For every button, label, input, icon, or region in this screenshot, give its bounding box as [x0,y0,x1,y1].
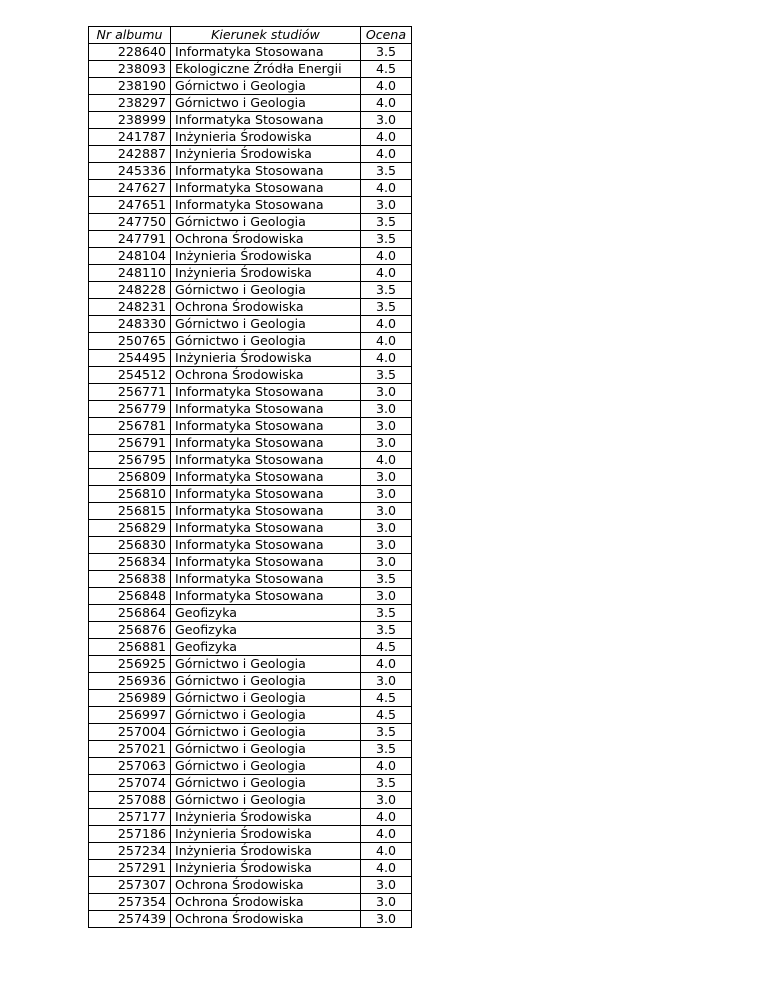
grade-cell: 4.0 [361,758,412,775]
table-row [89,435,412,452]
grade-cell: 3.5 [361,571,412,588]
table-row [89,452,412,469]
grade-cell: 4.5 [361,707,412,724]
grade-cell: 3.0 [361,486,412,503]
album-number-cell: 238999 [89,112,171,129]
album-number-cell: 256848 [89,588,171,605]
album-number-cell: 248231 [89,299,171,316]
album-number-cell: 247651 [89,197,171,214]
field-of-study-cell: Inżynieria Środowiska [171,826,361,843]
album-number-cell: 256779 [89,401,171,418]
field-of-study-cell: Geofizyka [171,639,361,656]
grades-table [88,26,412,928]
album-number-cell: 257186 [89,826,171,843]
album-number-cell: 238297 [89,95,171,112]
grade-cell: 4.0 [361,265,412,282]
field-of-study-cell: Górnictwo i Geologia [171,792,361,809]
table-row [89,367,412,384]
album-number-cell: 257088 [89,792,171,809]
table-row [89,639,412,656]
table-row [89,469,412,486]
table-body [89,44,412,928]
grade-cell: 4.5 [361,690,412,707]
field-of-study-cell: Ochrona Środowiska [171,231,361,248]
table-row [89,690,412,707]
table-row [89,214,412,231]
table-row [89,248,412,265]
grade-cell: 4.0 [361,316,412,333]
album-number-cell: 256834 [89,554,171,571]
table-row [89,877,412,894]
grade-cell: 3.5 [361,282,412,299]
header-field-of-study: Kierunek studiów [171,27,361,44]
table-row [89,911,412,928]
field-of-study-cell: Informatyka Stosowana [171,554,361,571]
album-number-cell: 256829 [89,520,171,537]
album-number-cell: 248110 [89,265,171,282]
album-number-cell: 256925 [89,656,171,673]
field-of-study-cell: Informatyka Stosowana [171,503,361,520]
table-row [89,180,412,197]
grade-cell: 3.5 [361,741,412,758]
field-of-study-cell: Inżynieria Środowiska [171,248,361,265]
album-number-cell: 257291 [89,860,171,877]
table-row [89,707,412,724]
grade-cell: 3.5 [361,299,412,316]
field-of-study-cell: Informatyka Stosowana [171,197,361,214]
album-number-cell: 248330 [89,316,171,333]
field-of-study-cell: Inżynieria Środowiska [171,843,361,860]
table-row [89,231,412,248]
album-number-cell: 257234 [89,843,171,860]
field-of-study-cell: Informatyka Stosowana [171,588,361,605]
field-of-study-cell: Ochrona Środowiska [171,367,361,384]
field-of-study-cell: Górnictwo i Geologia [171,758,361,775]
grade-cell: 3.0 [361,112,412,129]
field-of-study-cell: Górnictwo i Geologia [171,656,361,673]
table-row [89,129,412,146]
field-of-study-cell: Górnictwo i Geologia [171,690,361,707]
field-of-study-cell: Inżynieria Środowiska [171,809,361,826]
field-of-study-cell: Informatyka Stosowana [171,486,361,503]
grade-cell: 3.5 [361,605,412,622]
table-row [89,333,412,350]
album-number-cell: 238190 [89,78,171,95]
grade-cell: 3.0 [361,894,412,911]
field-of-study-cell: Inżynieria Środowiska [171,350,361,367]
grade-cell: 4.0 [361,180,412,197]
field-of-study-cell: Informatyka Stosowana [171,163,361,180]
album-number-cell: 257063 [89,758,171,775]
grade-cell: 3.5 [361,163,412,180]
grade-cell: 4.0 [361,333,412,350]
table-row [89,95,412,112]
album-number-cell: 256838 [89,571,171,588]
table-row [89,486,412,503]
grade-cell: 3.0 [361,469,412,486]
album-number-cell: 256997 [89,707,171,724]
album-number-cell: 256830 [89,537,171,554]
grade-cell: 3.5 [361,231,412,248]
album-number-cell: 256936 [89,673,171,690]
field-of-study-cell: Inżynieria Środowiska [171,860,361,877]
grade-cell: 3.5 [361,214,412,231]
table-row [89,418,412,435]
field-of-study-cell: Inżynieria Środowiska [171,129,361,146]
table-row [89,299,412,316]
table-row [89,316,412,333]
table-row [89,44,412,61]
field-of-study-cell: Ochrona Środowiska [171,894,361,911]
field-of-study-cell: Ochrona Środowiska [171,299,361,316]
field-of-study-cell: Górnictwo i Geologia [171,316,361,333]
field-of-study-cell: Informatyka Stosowana [171,112,361,129]
album-number-cell: 254512 [89,367,171,384]
album-number-cell: 242887 [89,146,171,163]
field-of-study-cell: Informatyka Stosowana [171,418,361,435]
grade-cell: 3.0 [361,197,412,214]
table-row [89,758,412,775]
field-of-study-cell: Informatyka Stosowana [171,180,361,197]
field-of-study-cell: Informatyka Stosowana [171,44,361,61]
field-of-study-cell: Górnictwo i Geologia [171,673,361,690]
field-of-study-cell: Informatyka Stosowana [171,401,361,418]
table-row [89,775,412,792]
table-row [89,401,412,418]
album-number-cell: 248228 [89,282,171,299]
field-of-study-cell: Informatyka Stosowana [171,452,361,469]
album-number-cell: 257004 [89,724,171,741]
album-number-cell: 254495 [89,350,171,367]
grade-cell: 4.0 [361,809,412,826]
album-number-cell: 256771 [89,384,171,401]
grade-cell: 3.5 [361,724,412,741]
album-number-cell: 257021 [89,741,171,758]
album-number-cell: 245336 [89,163,171,180]
grade-cell: 3.0 [361,877,412,894]
album-number-cell: 256810 [89,486,171,503]
field-of-study-cell: Górnictwo i Geologia [171,282,361,299]
field-of-study-cell: Górnictwo i Geologia [171,95,361,112]
field-of-study-cell: Górnictwo i Geologia [171,707,361,724]
table-row [89,520,412,537]
table-row [89,537,412,554]
album-number-cell: 257439 [89,911,171,928]
table-row [89,656,412,673]
album-number-cell: 256791 [89,435,171,452]
grade-cell: 3.0 [361,418,412,435]
field-of-study-cell: Geofizyka [171,605,361,622]
grade-cell: 3.0 [361,401,412,418]
album-number-cell: 238093 [89,61,171,78]
table-row [89,146,412,163]
grade-cell: 4.0 [361,843,412,860]
table-row [89,78,412,95]
table-row [89,112,412,129]
grade-cell: 4.5 [361,61,412,78]
grade-cell: 3.0 [361,673,412,690]
grade-cell: 4.0 [361,656,412,673]
table-row [89,724,412,741]
field-of-study-cell: Górnictwo i Geologia [171,214,361,231]
grade-cell: 4.0 [361,95,412,112]
table-row [89,894,412,911]
album-number-cell: 257307 [89,877,171,894]
album-number-cell: 247627 [89,180,171,197]
field-of-study-cell: Geofizyka [171,622,361,639]
table-header-row [89,27,412,44]
grade-cell: 3.0 [361,537,412,554]
field-of-study-cell: Informatyka Stosowana [171,537,361,554]
album-number-cell: 241787 [89,129,171,146]
grade-cell: 3.0 [361,435,412,452]
table-row [89,554,412,571]
header-grade: Ocena [361,27,412,44]
table-row [89,809,412,826]
table-row [89,571,412,588]
table-row [89,673,412,690]
grade-cell: 4.0 [361,826,412,843]
table-row [89,622,412,639]
album-number-cell: 256864 [89,605,171,622]
table-row [89,588,412,605]
table-row [89,741,412,758]
album-number-cell: 256809 [89,469,171,486]
album-number-cell: 228640 [89,44,171,61]
grade-cell: 3.5 [361,775,412,792]
field-of-study-cell: Inżynieria Środowiska [171,265,361,282]
table-row [89,860,412,877]
field-of-study-cell: Górnictwo i Geologia [171,78,361,95]
grade-cell: 3.0 [361,384,412,401]
album-number-cell: 247750 [89,214,171,231]
field-of-study-cell: Informatyka Stosowana [171,469,361,486]
grade-cell: 4.0 [361,860,412,877]
table-row [89,197,412,214]
grade-cell: 4.0 [361,146,412,163]
album-number-cell: 257177 [89,809,171,826]
grade-cell: 3.0 [361,520,412,537]
field-of-study-cell: Ochrona Środowiska [171,911,361,928]
table-row [89,843,412,860]
album-number-cell: 256815 [89,503,171,520]
table-row [89,605,412,622]
grade-cell: 3.0 [361,792,412,809]
album-number-cell: 256781 [89,418,171,435]
field-of-study-cell: Ekologiczne Źródła Energii [171,61,361,78]
field-of-study-cell: Górnictwo i Geologia [171,724,361,741]
field-of-study-cell: Informatyka Stosowana [171,384,361,401]
grade-cell: 3.0 [361,588,412,605]
header-album-number: Nr albumu [89,27,171,44]
field-of-study-cell: Informatyka Stosowana [171,520,361,537]
album-number-cell: 257354 [89,894,171,911]
album-number-cell: 247791 [89,231,171,248]
field-of-study-cell: Górnictwo i Geologia [171,775,361,792]
table-row [89,265,412,282]
field-of-study-cell: Informatyka Stosowana [171,571,361,588]
album-number-cell: 256881 [89,639,171,656]
table-row [89,350,412,367]
table-row [89,282,412,299]
grade-cell: 3.5 [361,622,412,639]
field-of-study-cell: Ochrona Środowiska [171,877,361,894]
album-number-cell: 256795 [89,452,171,469]
grade-cell: 3.0 [361,503,412,520]
table-row [89,792,412,809]
table-row [89,826,412,843]
table-row [89,61,412,78]
grade-cell: 4.0 [361,350,412,367]
table-row [89,503,412,520]
grade-cell: 4.0 [361,129,412,146]
grade-cell: 3.0 [361,554,412,571]
grade-cell: 3.5 [361,44,412,61]
album-number-cell: 250765 [89,333,171,350]
album-number-cell: 256989 [89,690,171,707]
album-number-cell: 248104 [89,248,171,265]
grade-cell: 4.0 [361,248,412,265]
grade-cell: 3.0 [361,911,412,928]
album-number-cell: 257074 [89,775,171,792]
grade-cell: 4.0 [361,452,412,469]
table-row [89,384,412,401]
grade-cell: 3.5 [361,367,412,384]
field-of-study-cell: Górnictwo i Geologia [171,333,361,350]
album-number-cell: 256876 [89,622,171,639]
field-of-study-cell: Inżynieria Środowiska [171,146,361,163]
grade-cell: 4.0 [361,78,412,95]
field-of-study-cell: Informatyka Stosowana [171,435,361,452]
table-row [89,163,412,180]
field-of-study-cell: Górnictwo i Geologia [171,741,361,758]
grade-cell: 4.5 [361,639,412,656]
